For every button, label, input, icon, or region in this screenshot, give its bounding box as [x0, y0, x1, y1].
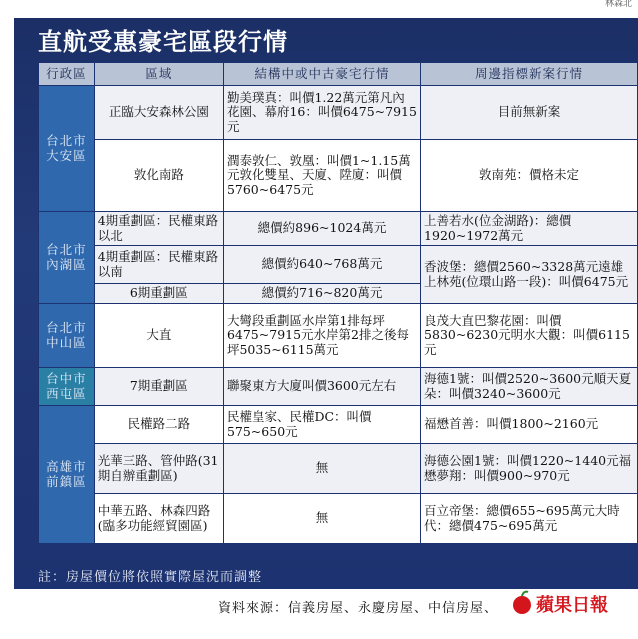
table-row [39, 140, 638, 212]
logo-text: 蘋果日報 [536, 595, 608, 616]
page-title: 直航受惠豪宅區段行情 [38, 27, 288, 56]
table-row [39, 494, 638, 544]
area-cell: 民權路二路 [94, 406, 223, 444]
header-existing-price: 結構中或中古豪宅行情 [223, 63, 420, 86]
existing-price-cell: 勤美璞真：叫價1.22萬元第凡內花園、幕府16：叫價6475~7915元 [223, 86, 420, 140]
district-daan: 台北市大安區 [39, 86, 95, 212]
district-qianzhen: 高雄市前鎮區 [39, 406, 95, 544]
table-header-row [39, 63, 638, 86]
existing-price-cell: 民權皇家、民權DC：叫價575~650元 [223, 406, 420, 444]
table-row [39, 304, 638, 368]
area-cell: 正臨大安森林公園 [94, 86, 223, 140]
new-project-cell: 敦南苑：價格未定 [421, 140, 638, 212]
new-project-cell: 上善若水(位金湖路)：總價1920~1972萬元 [421, 212, 638, 246]
table-row [39, 444, 638, 494]
table-row [39, 212, 638, 246]
apple-daily-logo [510, 590, 628, 618]
area-cell: 7期重劃區 [94, 368, 223, 406]
district-xitun: 台中市西屯區 [39, 368, 95, 406]
header-area: 區域 [94, 63, 223, 86]
district-zhongshan: 台北市中山區 [39, 304, 95, 368]
area-cell: 光華三路、管仲路(31期自辦重劃區) [94, 444, 223, 494]
apple-logo-icon [513, 596, 531, 614]
existing-price-cell: 無 [223, 494, 420, 544]
table-row [39, 368, 638, 406]
existing-price-cell: 總價約640~768萬元 [223, 246, 420, 284]
table-row [39, 406, 638, 444]
area-cell: 敦化南路 [94, 140, 223, 212]
new-project-cell: 良茂大直巴黎花園：叫價5830~6230元明水大觀：叫價6115元 [421, 304, 638, 368]
area-cell: 4期重劃區：民權東路以北 [94, 212, 223, 246]
area-cell: 4期重劃區：民權東路以南 [94, 246, 223, 284]
new-project-cell: 目前無新案 [421, 86, 638, 140]
new-project-cell: 海德1號：叫價2520~3600元順天夏朵：叫價3240~3600元 [421, 368, 638, 406]
header-district: 行政區 [39, 63, 95, 86]
new-project-cell: 福懋首善：叫價1800~2160元 [421, 406, 638, 444]
header-new-project-price: 周邊指標新案行情 [421, 63, 638, 86]
table-row [39, 86, 638, 140]
district-neihu: 台北市內湖區 [39, 212, 95, 304]
area-cell: 中華五路、林森四路(臨多功能經貿園區) [94, 494, 223, 544]
infographic-panel [14, 18, 638, 589]
new-project-cell: 海德公園1號：叫價1220~1440元福懋夢翔：叫價900~970元 [421, 444, 638, 494]
existing-price-cell: 總價約716~820萬元 [223, 284, 420, 304]
existing-price-cell: 聯聚東方大廈叫價3600元左右 [223, 368, 420, 406]
area-cell: 6期重劃區 [94, 284, 223, 304]
existing-price-cell: 潤泰敦仁、敦凰：叫價1~1.15萬元敦化雙星、天廈、陞廈：叫價5760~6475元 [223, 140, 420, 212]
price-table [38, 62, 638, 544]
table-row [39, 246, 638, 284]
new-project-cell: 百立帝堡：總價655~695萬元大時代：總價475~695萬元 [421, 494, 638, 544]
source-credit: 資料來源：信義房屋、永慶房屋、中信房屋、 [218, 601, 499, 616]
top-edge [0, 0, 638, 10]
existing-price-cell: 大彎段重劃區水岸第1排每坪6475~7915元水岸第2排之後每坪5035~6115萬元 [223, 304, 420, 368]
top-fragment-text: 林森北 [604, 0, 632, 9]
area-cell: 大直 [94, 304, 223, 368]
new-project-cell: 香波堡：總價2560~3328萬元遠雄上林苑(位環山路一段)：叫價6475元 [421, 246, 638, 304]
existing-price-cell: 無 [223, 444, 420, 494]
existing-price-cell: 總價約896~1024萬元 [223, 212, 420, 246]
footnote: 註：房屋價位將依照實際屋況而調整 [38, 570, 263, 585]
